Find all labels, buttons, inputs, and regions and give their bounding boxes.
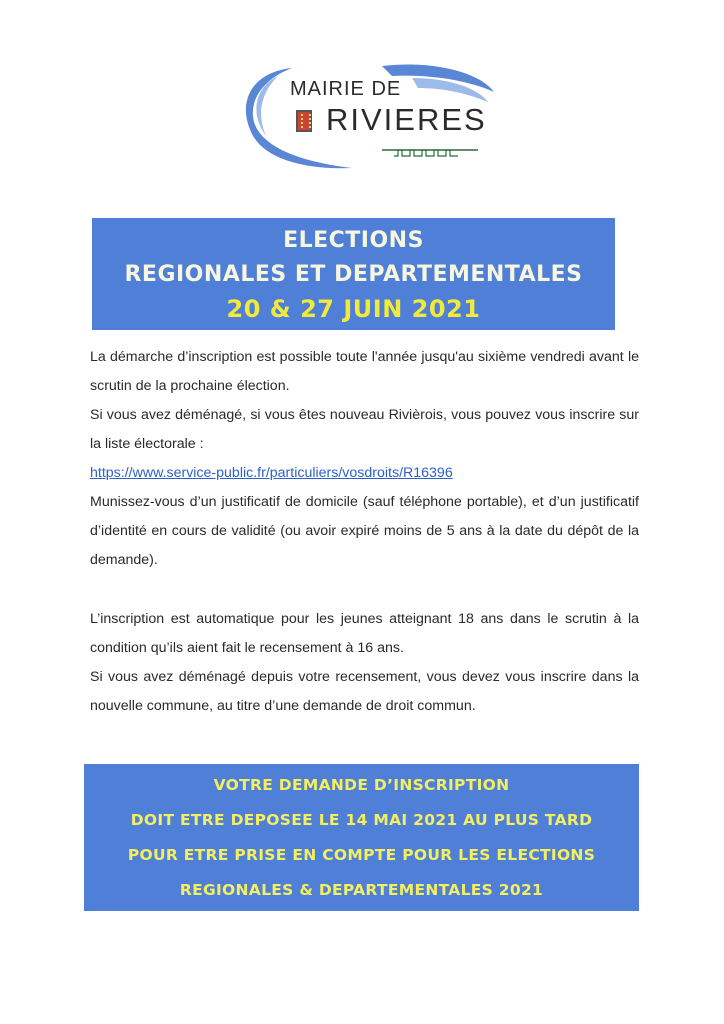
section-jeunes xyxy=(90,605,639,721)
deadline-line: DOIT ETRE DEPOSEE LE 14 MAI 2021 AU PLUS TARD xyxy=(130,811,593,829)
paragraph: Munissez-vous d’un justificatif de domicile (sauf téléphone portable), et d’un justificatif d’identité en cours de validité (ou avoir expiré moins de 5 ans à la date du dépôt de la demande). xyxy=(90,494,639,568)
banner-dates: 20 & 27 JUIN 2021 xyxy=(226,295,481,323)
section-inscription xyxy=(90,343,639,575)
deadline-line: POUR ETRE PRISE EN COMPTE POUR LES ELECTIONS xyxy=(127,846,596,864)
deadline-line: REGIONALES & DEPARTEMENTALES 2021 xyxy=(179,881,544,899)
logo-line-2: RIVIERES xyxy=(326,102,487,137)
mairie-logo xyxy=(232,62,502,172)
elections-banner xyxy=(92,218,615,330)
banner-subtitle: REGIONALES ET DEPARTEMENTALES xyxy=(124,262,583,287)
crest-icon xyxy=(296,110,312,132)
logo-line-1: MAIRIE DE xyxy=(290,78,402,100)
paragraph: La démarche d’inscription est possible toute l'année jusqu'au sixième vendredi avant le scrutin de la prochaine élection. xyxy=(90,349,639,394)
deadline-line: VOTRE DEMANDE D’INSCRIPTION xyxy=(213,776,510,794)
service-public-link[interactable]: https://www.service-public.fr/particuliers/vosdroits/R16396 xyxy=(90,465,453,481)
banner-title: ELECTIONS xyxy=(283,228,424,253)
deadline-banner xyxy=(84,764,639,911)
paragraph: L’inscription est automatique pour les jeunes atteignant 18 ans dans le scrutin à la condition qu’ils aient fait le recensement à 16 ans. xyxy=(90,611,639,656)
paragraph: Si vous avez déménagé, si vous êtes nouveau Rivièrois, vous pouvez vous inscrire sur la liste électorale : xyxy=(90,407,639,452)
paragraph: Si vous avez déménagé depuis votre recensement, vous devez vous inscrire dans la nouvelle commune, au titre d’une demande de droit commun. xyxy=(90,669,639,714)
